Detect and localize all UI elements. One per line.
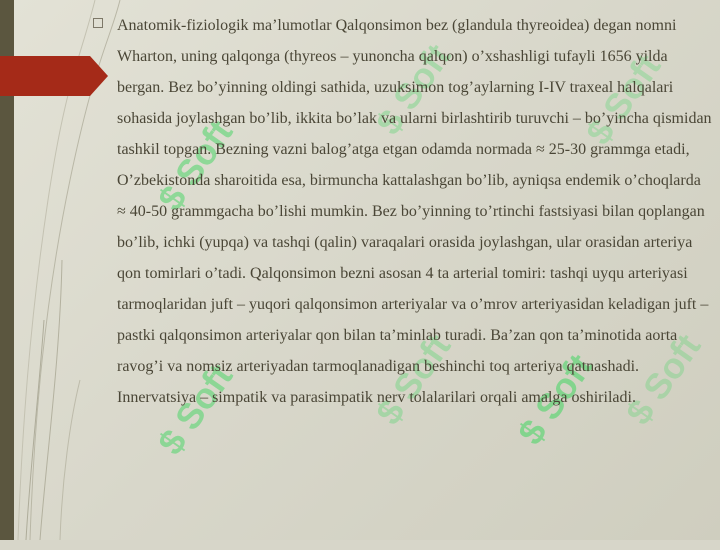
svg-text:$ Soft: $ Soft: [509, 346, 601, 452]
square-bullet-icon: [93, 18, 103, 28]
svg-text:$ Soft: $ Soft: [577, 46, 669, 152]
svg-text:$ Soft: $ Soft: [149, 356, 241, 462]
svg-text:$ Soft: $ Soft: [149, 112, 241, 218]
body-paragraph: Anatomik-fiziologik ma’lumotlar Qalqonsimon bez (glandula thyreoidea) degan nomni Wharton, uning qalqonga (thyreos – yunoncha qalqon) o’xshashligi tufayli 1656 yilda bergan. Bez bo’yinning oldingi sathida, uzuksimon tog’aylarning I-IV traxeal halqalari sohasida joylashgan bo’lib, ikkita bo’lak va ularni birlashtirib turuvchi – bo’yincha qismidan tashkil topgan. Bezning vazni balog’atga etgan odamda normada ≈ 25-30 grammga etadi, O’zbekistonda sharoitida esa, birmuncha kattalashgan bo’lib, ayniqsa endemik o’choqlarda ≈ 40-50 grammgacha bo’lishi mumkin. Bez bo’yinning to’rtinchi fastsiyasi bilan qoplangan bo’lib, ichki (yupqa) va tashqi (qalin) varaqalari orasida joylashgan, ular orasidan arteriya qon tomirlari o’tadi. Qalqonsimon bezni asosan 4 ta arterial tomiri: tashqi uyqu arteriyasi tarmoqlaridan juft – yuqori qalqonsimon arteriyalar va o’mrov arteriyasidan keladigan juft – pastki qalqonsimon arteriyalar qon bilan ta’minlab turadi. Ba’zan qon ta’minotida aorta ravog’i va nomsiz arteriyadan tarmoqlanadigan beshinchi toq arteriya qatnashadi. Innervatsiya – simpatik va parasimpatik nerv tolalarilari orqali amalga oshiriladi.: [117, 17, 712, 406]
svg-text:$ Soft: $ Soft: [617, 326, 709, 432]
svg-text:$ Soft: $ Soft: [367, 326, 459, 432]
svg-text:$ Soft: $ Soft: [367, 36, 459, 142]
